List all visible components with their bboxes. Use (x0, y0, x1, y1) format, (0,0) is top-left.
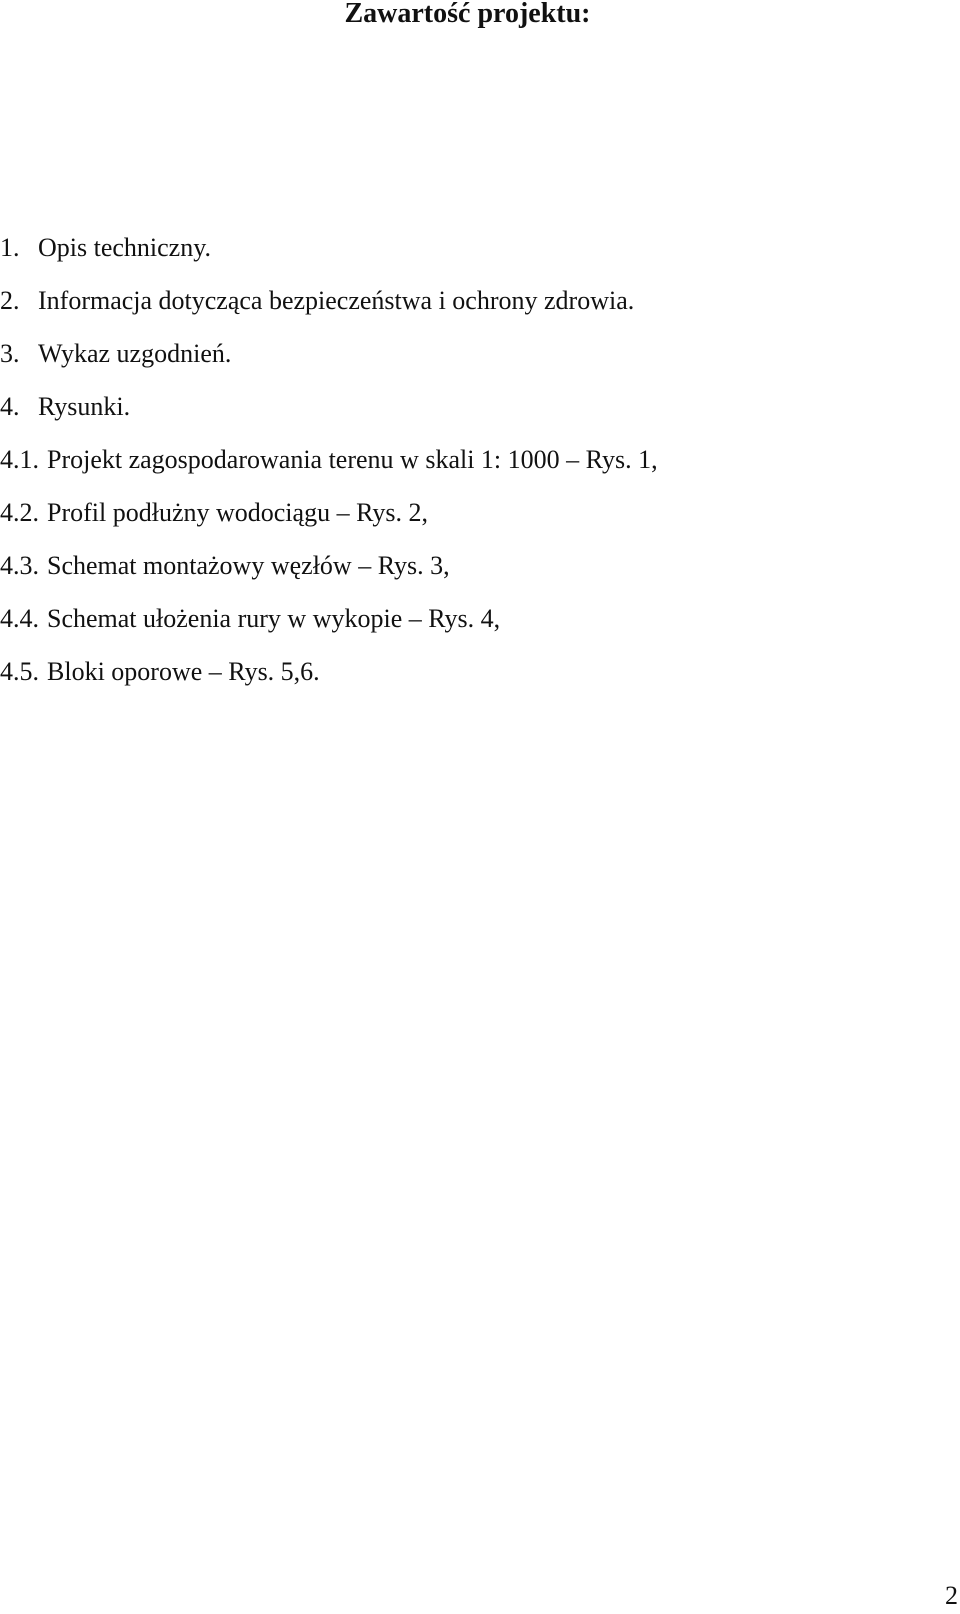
item-number: 4.5. (0, 657, 39, 686)
item-number: 4.1. (0, 445, 39, 474)
list-item (0, 657, 920, 710)
list-item (0, 233, 920, 286)
item-text: Wykaz uzgodnień. (38, 339, 232, 368)
list-item (0, 392, 920, 445)
item-number: 4. (0, 392, 20, 421)
list-item (0, 498, 920, 551)
item-text: Profil podłużny wodociągu – Rys. 2, (47, 498, 428, 527)
page-title: Zawartość projektu: (344, 0, 591, 29)
list-item (0, 445, 920, 498)
item-number: 4.2. (0, 498, 39, 527)
item-number: 1. (0, 233, 20, 262)
item-number: 2. (0, 286, 20, 315)
contents-list (0, 233, 920, 710)
item-number: 3. (0, 339, 20, 368)
list-item (0, 604, 920, 657)
list-item (0, 286, 920, 339)
item-text: Informacja dotycząca bezpieczeństwa i ochrony zdrowia. (38, 286, 635, 315)
item-text: Projekt zagospodarowania terenu w skali 1: 1000 – Rys. 1, (47, 445, 658, 474)
item-text: Schemat montażowy węzłów – Rys. 3, (47, 551, 450, 580)
item-text: Opis techniczny. (38, 233, 212, 262)
list-item (0, 551, 920, 604)
item-text: Bloki oporowe – Rys. 5,6. (47, 657, 320, 686)
page-number: 2 (945, 1581, 958, 1610)
item-number: 4.4. (0, 604, 39, 633)
list-item (0, 339, 920, 392)
item-text: Rysunki. (38, 392, 131, 421)
item-number: 4.3. (0, 551, 39, 580)
item-text: Schemat ułożenia rury w wykopie – Rys. 4, (47, 604, 501, 633)
